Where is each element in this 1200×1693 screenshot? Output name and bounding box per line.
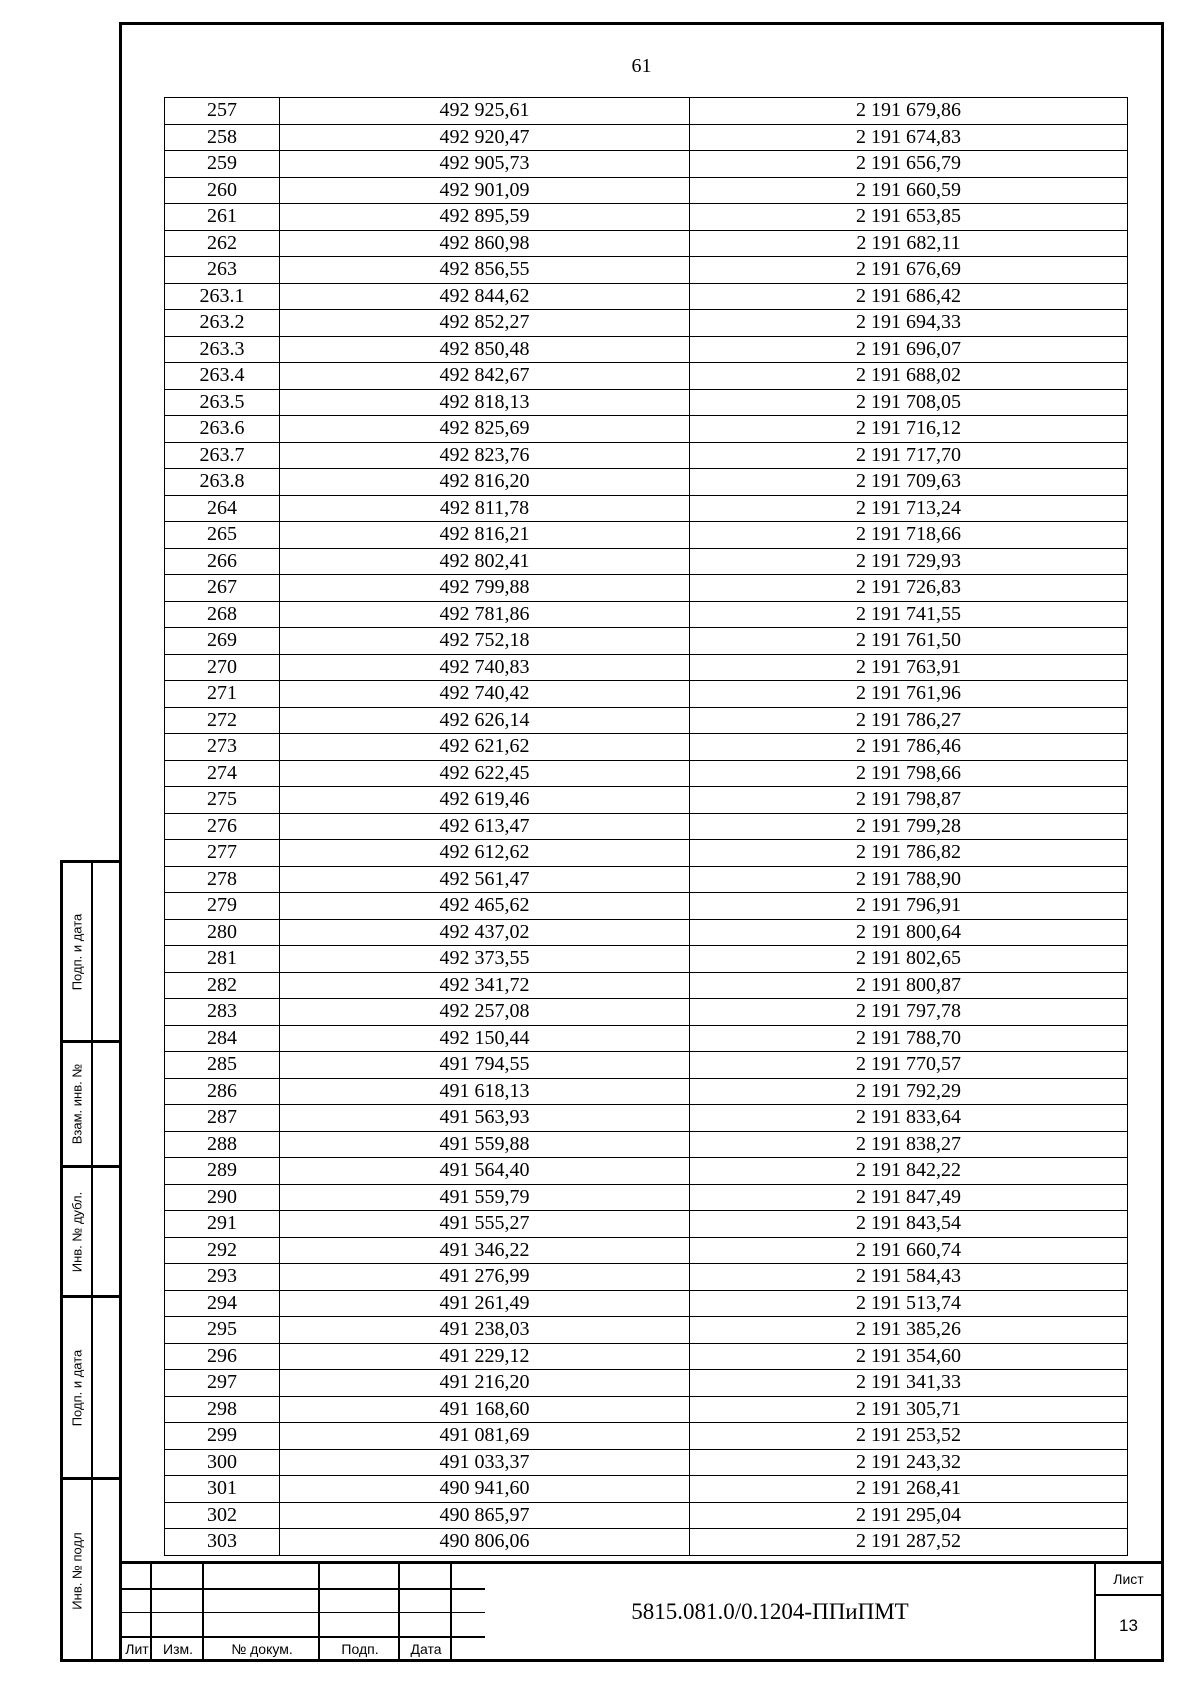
y-coordinate-cell: 2 191 656,79 [690, 151, 1128, 178]
table-row [165, 628, 1128, 655]
x-coordinate-cell: 491 559,88 [280, 1131, 690, 1158]
table-row [165, 1105, 1128, 1132]
table-row [165, 495, 1128, 522]
point-number-cell: 267 [165, 575, 280, 602]
point-number-cell: 263.5 [165, 389, 280, 416]
y-coordinate-cell: 2 191 786,82 [690, 840, 1128, 867]
point-number-cell: 272 [165, 707, 280, 734]
point-number-cell: 280 [165, 919, 280, 946]
x-coordinate-cell: 491 555,27 [280, 1211, 690, 1238]
table-row [165, 1184, 1128, 1211]
x-coordinate-cell: 492 844,62 [280, 283, 690, 310]
table-row [165, 972, 1128, 999]
y-coordinate-cell: 2 191 726,83 [690, 575, 1128, 602]
y-coordinate-cell: 2 191 653,85 [690, 204, 1128, 231]
side-cell-signature-date-2 [63, 1298, 122, 1480]
table-row [165, 442, 1128, 469]
side-label: Подп. и дата [69, 913, 85, 990]
point-number-cell: 265 [165, 522, 280, 549]
point-number-cell: 275 [165, 787, 280, 814]
table-row [165, 1476, 1128, 1503]
x-coordinate-cell: 492 561,47 [280, 866, 690, 893]
point-number-cell: 270 [165, 654, 280, 681]
x-coordinate-cell: 492 852,27 [280, 310, 690, 337]
table-row [165, 734, 1128, 761]
table-row [165, 1158, 1128, 1185]
x-coordinate-cell: 492 802,41 [280, 548, 690, 575]
x-coordinate-cell: 490 941,60 [280, 1476, 690, 1503]
header-signature: Подп. [341, 1641, 379, 1657]
table-row [165, 760, 1128, 787]
table-row [165, 840, 1128, 867]
y-coordinate-cell: 2 191 761,96 [690, 681, 1128, 708]
table-row [165, 893, 1128, 920]
table-row [165, 1264, 1128, 1291]
point-number-cell: 266 [165, 548, 280, 575]
x-coordinate-cell: 491 216,20 [280, 1370, 690, 1397]
x-coordinate-cell: 492 905,73 [280, 151, 690, 178]
y-coordinate-cell: 2 191 676,69 [690, 257, 1128, 284]
table-row [165, 1078, 1128, 1105]
table-row [165, 1449, 1128, 1476]
x-coordinate-cell: 491 261,49 [280, 1290, 690, 1317]
y-coordinate-cell: 2 191 513,74 [690, 1290, 1128, 1317]
y-coordinate-cell: 2 191 243,32 [690, 1449, 1128, 1476]
y-coordinate-cell: 2 191 287,52 [690, 1529, 1128, 1556]
table-row [165, 310, 1128, 337]
point-number-cell: 279 [165, 893, 280, 920]
side-cell-signature-date [63, 863, 122, 1043]
point-number-cell: 288 [165, 1131, 280, 1158]
table-row [165, 919, 1128, 946]
x-coordinate-cell: 492 860,98 [280, 230, 690, 257]
y-coordinate-cell: 2 191 741,55 [690, 601, 1128, 628]
table-row [165, 177, 1128, 204]
point-number-cell: 301 [165, 1476, 280, 1503]
point-number-cell: 263.3 [165, 336, 280, 363]
table-row [165, 1370, 1128, 1397]
point-number-cell: 300 [165, 1449, 280, 1476]
y-coordinate-cell: 2 191 354,60 [690, 1343, 1128, 1370]
y-coordinate-cell: 2 191 682,11 [690, 230, 1128, 257]
x-coordinate-cell: 492 626,14 [280, 707, 690, 734]
x-coordinate-cell: 490 865,97 [280, 1502, 690, 1529]
y-coordinate-cell: 2 191 847,49 [690, 1184, 1128, 1211]
table-row [165, 204, 1128, 231]
y-coordinate-cell: 2 191 660,59 [690, 177, 1128, 204]
point-number-cell: 263.1 [165, 283, 280, 310]
point-number-cell: 274 [165, 760, 280, 787]
point-number-cell: 281 [165, 946, 280, 973]
y-coordinate-cell: 2 191 802,65 [690, 946, 1128, 973]
x-coordinate-cell: 492 373,55 [280, 946, 690, 973]
x-coordinate-cell: 492 811,78 [280, 495, 690, 522]
point-number-cell: 269 [165, 628, 280, 655]
table-row [165, 707, 1128, 734]
point-number-cell: 268 [165, 601, 280, 628]
y-coordinate-cell: 2 191 268,41 [690, 1476, 1128, 1503]
y-coordinate-cell: 2 191 799,28 [690, 813, 1128, 840]
point-number-cell: 262 [165, 230, 280, 257]
table-row [165, 1290, 1128, 1317]
table-row [165, 866, 1128, 893]
point-number-cell: 263.2 [165, 310, 280, 337]
table-row [165, 548, 1128, 575]
x-coordinate-cell: 491 346,22 [280, 1237, 690, 1264]
y-coordinate-cell: 2 191 792,29 [690, 1078, 1128, 1105]
point-number-cell: 259 [165, 151, 280, 178]
x-coordinate-cell: 491 276,99 [280, 1264, 690, 1291]
table-row [165, 1529, 1128, 1556]
x-coordinate-cell: 492 816,21 [280, 522, 690, 549]
y-coordinate-cell: 2 191 786,27 [690, 707, 1128, 734]
y-coordinate-cell: 2 191 833,64 [690, 1105, 1128, 1132]
point-number-cell: 296 [165, 1343, 280, 1370]
y-coordinate-cell: 2 191 798,87 [690, 787, 1128, 814]
point-number-cell: 297 [165, 1370, 280, 1397]
side-label: Подп. и дата [69, 1349, 85, 1426]
y-coordinate-cell: 2 191 718,66 [690, 522, 1128, 549]
point-number-cell: 289 [165, 1158, 280, 1185]
side-cell-duplicate-inv [63, 1168, 122, 1298]
table-row [165, 283, 1128, 310]
x-coordinate-cell: 491 033,37 [280, 1449, 690, 1476]
x-coordinate-cell: 492 901,09 [280, 177, 690, 204]
header-document-number: № докум. [231, 1641, 293, 1657]
table-row [165, 946, 1128, 973]
x-coordinate-cell: 492 925,61 [280, 98, 690, 125]
point-number-cell: 263.4 [165, 363, 280, 390]
table-row [165, 575, 1128, 602]
point-number-cell: 291 [165, 1211, 280, 1238]
x-coordinate-cell: 492 856,55 [280, 257, 690, 284]
table-row [165, 681, 1128, 708]
table-row [165, 230, 1128, 257]
point-number-cell: 273 [165, 734, 280, 761]
x-coordinate-cell: 492 257,08 [280, 999, 690, 1026]
table-row [165, 1423, 1128, 1450]
point-number-cell: 276 [165, 813, 280, 840]
y-coordinate-cell: 2 191 584,43 [690, 1264, 1128, 1291]
header-change: Изм. [163, 1641, 193, 1657]
point-number-cell: 277 [165, 840, 280, 867]
y-coordinate-cell: 2 191 842,22 [690, 1158, 1128, 1185]
x-coordinate-cell: 492 619,46 [280, 787, 690, 814]
x-coordinate-cell: 492 895,59 [280, 204, 690, 231]
coordinates-table [164, 97, 1128, 1556]
y-coordinate-cell: 2 191 798,66 [690, 760, 1128, 787]
point-number-cell: 284 [165, 1025, 280, 1052]
table-row [165, 1052, 1128, 1079]
y-coordinate-cell: 2 191 341,33 [690, 1370, 1128, 1397]
header-lit: Лит [125, 1641, 149, 1657]
y-coordinate-cell: 2 191 800,87 [690, 972, 1128, 999]
point-number-cell: 303 [165, 1529, 280, 1556]
point-number-cell: 287 [165, 1105, 280, 1132]
y-coordinate-cell: 2 191 295,04 [690, 1502, 1128, 1529]
y-coordinate-cell: 2 191 713,24 [690, 495, 1128, 522]
y-coordinate-cell: 2 191 694,33 [690, 310, 1128, 337]
x-coordinate-cell: 491 618,13 [280, 1078, 690, 1105]
table-row [165, 1317, 1128, 1344]
x-coordinate-cell: 491 229,12 [280, 1343, 690, 1370]
sheet-number: 13 [1119, 1616, 1138, 1635]
y-coordinate-cell: 2 191 838,27 [690, 1131, 1128, 1158]
x-coordinate-cell: 492 341,72 [280, 972, 690, 999]
point-number-cell: 285 [165, 1052, 280, 1079]
x-coordinate-cell: 492 740,83 [280, 654, 690, 681]
x-coordinate-cell: 492 799,88 [280, 575, 690, 602]
x-coordinate-cell: 492 613,47 [280, 813, 690, 840]
x-coordinate-cell: 492 781,86 [280, 601, 690, 628]
point-number-cell: 263 [165, 257, 280, 284]
point-number-cell: 261 [165, 204, 280, 231]
y-coordinate-cell: 2 191 688,02 [690, 363, 1128, 390]
revision-grid [122, 1564, 485, 1659]
y-coordinate-cell: 2 191 660,74 [690, 1237, 1128, 1264]
x-coordinate-cell: 492 920,47 [280, 124, 690, 151]
point-number-cell: 299 [165, 1423, 280, 1450]
point-number-cell: 286 [165, 1078, 280, 1105]
point-number-cell: 263.6 [165, 416, 280, 443]
side-cell-original-inv [63, 1480, 122, 1662]
table-row [165, 1131, 1128, 1158]
table-row [165, 999, 1128, 1026]
side-label: Взам. инв. № [69, 1063, 85, 1145]
x-coordinate-cell: 491 563,93 [280, 1105, 690, 1132]
x-coordinate-cell: 491 081,69 [280, 1423, 690, 1450]
table-row [165, 1502, 1128, 1529]
table-row [165, 151, 1128, 178]
x-coordinate-cell: 491 168,60 [280, 1396, 690, 1423]
document-frame [119, 22, 1164, 1662]
point-number-cell: 278 [165, 866, 280, 893]
x-coordinate-cell: 492 465,62 [280, 893, 690, 920]
table-row [165, 363, 1128, 390]
table-row [165, 601, 1128, 628]
x-coordinate-cell: 492 437,02 [280, 919, 690, 946]
y-coordinate-cell: 2 191 679,86 [690, 98, 1128, 125]
y-coordinate-cell: 2 191 674,83 [690, 124, 1128, 151]
point-number-cell: 283 [165, 999, 280, 1026]
point-number-cell: 294 [165, 1290, 280, 1317]
x-coordinate-cell: 492 842,67 [280, 363, 690, 390]
table-row [165, 1211, 1128, 1238]
table-row [165, 389, 1128, 416]
title-block [122, 1561, 1161, 1659]
y-coordinate-cell: 2 191 686,42 [690, 283, 1128, 310]
point-number-cell: 293 [165, 1264, 280, 1291]
x-coordinate-cell: 491 794,55 [280, 1052, 690, 1079]
x-coordinate-cell: 492 850,48 [280, 336, 690, 363]
table-row [165, 469, 1128, 496]
table-row [165, 98, 1128, 125]
table-row [165, 813, 1128, 840]
point-number-cell: 260 [165, 177, 280, 204]
point-number-cell: 257 [165, 98, 280, 125]
x-coordinate-cell: 491 559,79 [280, 1184, 690, 1211]
table-row [165, 1396, 1128, 1423]
x-coordinate-cell: 491 564,40 [280, 1158, 690, 1185]
x-coordinate-cell: 492 818,13 [280, 389, 690, 416]
x-coordinate-cell: 492 752,18 [280, 628, 690, 655]
side-label: Инв. № дубл. [69, 1191, 85, 1272]
point-number-cell: 263.7 [165, 442, 280, 469]
y-coordinate-cell: 2 191 729,93 [690, 548, 1128, 575]
sheet-box [1094, 1564, 1161, 1659]
y-coordinate-cell: 2 191 797,78 [690, 999, 1128, 1026]
header-date: Дата [410, 1641, 442, 1657]
table-row [165, 654, 1128, 681]
x-coordinate-cell: 491 238,03 [280, 1317, 690, 1344]
point-number-cell: 298 [165, 1396, 280, 1423]
y-coordinate-cell: 2 191 305,71 [690, 1396, 1128, 1423]
y-coordinate-cell: 2 191 763,91 [690, 654, 1128, 681]
x-coordinate-cell: 492 825,69 [280, 416, 690, 443]
y-coordinate-cell: 2 191 709,63 [690, 469, 1128, 496]
table-row [165, 416, 1128, 443]
y-coordinate-cell: 2 191 796,91 [690, 893, 1128, 920]
point-number-cell: 295 [165, 1317, 280, 1344]
x-coordinate-cell: 492 612,62 [280, 840, 690, 867]
y-coordinate-cell: 2 191 253,52 [690, 1423, 1128, 1450]
x-coordinate-cell: 492 816,20 [280, 469, 690, 496]
point-number-cell: 302 [165, 1502, 280, 1529]
x-coordinate-cell: 492 740,42 [280, 681, 690, 708]
table-row [165, 1025, 1128, 1052]
y-coordinate-cell: 2 191 800,64 [690, 919, 1128, 946]
y-coordinate-cell: 2 191 708,05 [690, 389, 1128, 416]
y-coordinate-cell: 2 191 786,46 [690, 734, 1128, 761]
table-row [165, 1343, 1128, 1370]
point-number-cell: 271 [165, 681, 280, 708]
y-coordinate-cell: 2 191 788,90 [690, 866, 1128, 893]
point-number-cell: 264 [165, 495, 280, 522]
side-cell-replacement-inv [63, 1043, 122, 1168]
side-stamp [60, 860, 122, 1662]
point-number-cell: 258 [165, 124, 280, 151]
y-coordinate-cell: 2 191 716,12 [690, 416, 1128, 443]
table-row [165, 124, 1128, 151]
y-coordinate-cell: 2 191 385,26 [690, 1317, 1128, 1344]
point-number-cell: 292 [165, 1237, 280, 1264]
x-coordinate-cell: 492 823,76 [280, 442, 690, 469]
y-coordinate-cell: 2 191 761,50 [690, 628, 1128, 655]
side-label: Инв. № подл [69, 1532, 85, 1610]
table-row [165, 522, 1128, 549]
y-coordinate-cell: 2 191 696,07 [690, 336, 1128, 363]
y-coordinate-cell: 2 191 843,54 [690, 1211, 1128, 1238]
point-number-cell: 282 [165, 972, 280, 999]
y-coordinate-cell: 2 191 788,70 [690, 1025, 1128, 1052]
point-number-cell: 263.8 [165, 469, 280, 496]
sheet-label: Лист [1096, 1564, 1161, 1596]
table-row [165, 336, 1128, 363]
table-row [165, 1237, 1128, 1264]
x-coordinate-cell: 492 622,45 [280, 760, 690, 787]
x-coordinate-cell: 490 806,06 [280, 1529, 690, 1556]
y-coordinate-cell: 2 191 770,57 [690, 1052, 1128, 1079]
document-code: 5815.081.0/0.1204-ППиПМТ [631, 1598, 909, 1624]
page-number: 61 [631, 55, 652, 77]
x-coordinate-cell: 492 621,62 [280, 734, 690, 761]
point-number-cell: 290 [165, 1184, 280, 1211]
x-coordinate-cell: 492 150,44 [280, 1025, 690, 1052]
y-coordinate-cell: 2 191 717,70 [690, 442, 1128, 469]
table-row [165, 257, 1128, 284]
table-row [165, 787, 1128, 814]
